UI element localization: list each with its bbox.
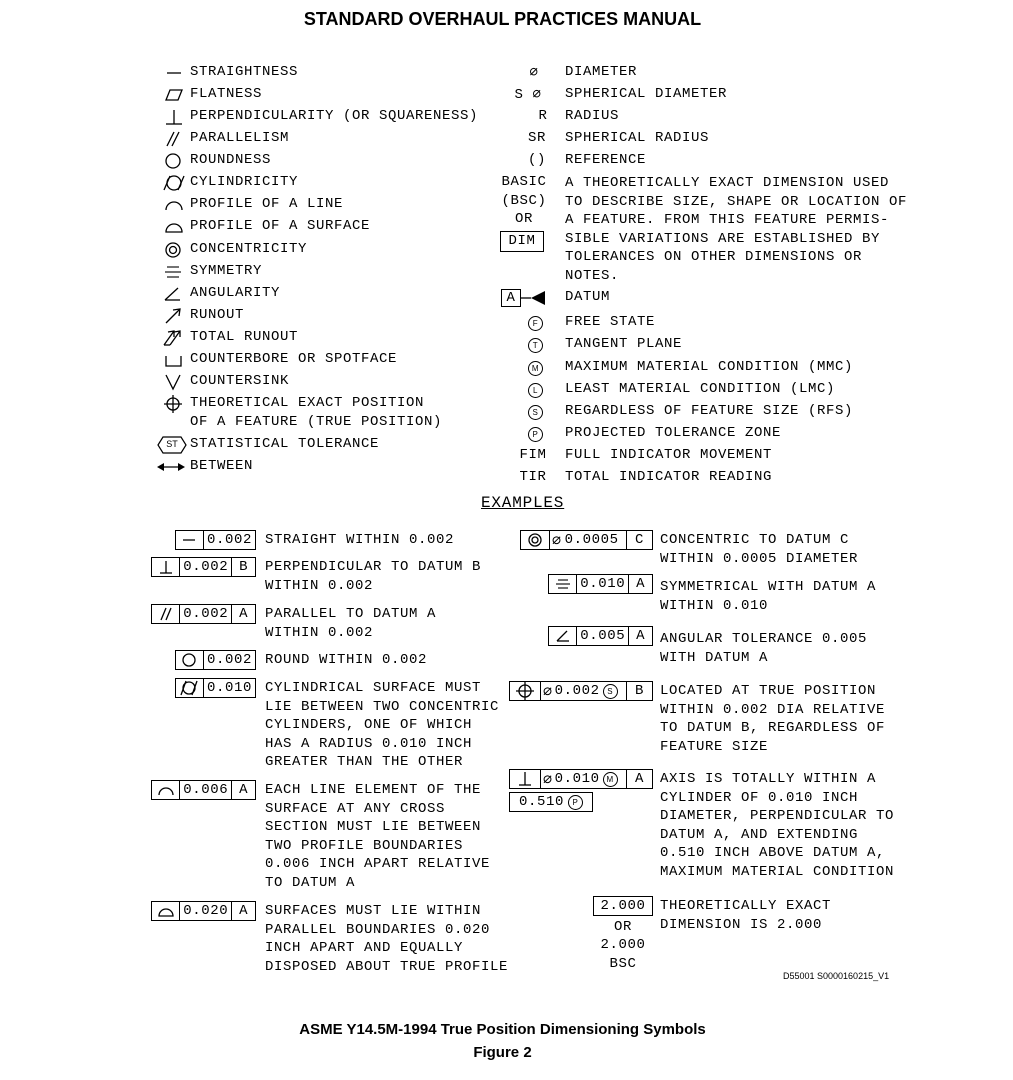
fcf-position — [509, 681, 653, 701]
true-position-icon — [162, 395, 190, 413]
tolerance-value: 0.002 — [554, 683, 600, 699]
datum-ref: A — [628, 575, 652, 593]
desc-line: WITHIN 0.002 — [265, 624, 374, 641]
symbol-label-counterbore: COUNTERBORE OR SPOTFACE — [190, 351, 398, 367]
fcf-parallel — [151, 604, 256, 624]
perpendicularity-icon — [162, 108, 190, 126]
roundness-icon — [176, 651, 203, 669]
concentricity-icon — [521, 531, 549, 549]
free-state-label: FREE STATE — [565, 314, 656, 330]
tangent-plane-icon-letter: T — [528, 338, 543, 353]
desc-line: LOCATED AT TRUE POSITION — [660, 683, 877, 699]
true-position-icon — [510, 682, 540, 700]
projected-modifier-icon: P — [568, 795, 583, 810]
tolerance-value: 0.0005 — [564, 532, 619, 548]
symbol-label-countersink: COUNTERSINK — [190, 373, 290, 389]
mmc-modifier-icon: M — [603, 772, 618, 787]
example-desc-profile-line — [265, 781, 490, 892]
example-desc-concentric — [660, 531, 858, 568]
dim-box: DIM — [500, 231, 544, 252]
basic-desc-line: SIBLE VARIATIONS ARE ESTABLISHED BY — [565, 230, 881, 247]
desc-line: CYLINDRICAL SURFACE MUST — [265, 680, 482, 696]
symbol-label-parallelism: PARALLELISM — [190, 130, 290, 146]
example-desc-symmetrical — [660, 578, 876, 615]
desc-line: 0.006 INCH APART RELATIVE — [265, 856, 491, 872]
symbol-label-straightness: STRAIGHTNESS — [190, 64, 299, 80]
desc-line: CYLINDER OF 0.010 INCH — [660, 789, 859, 806]
desc-line: DIMENSION IS 2.000 — [660, 916, 823, 933]
datum-ref: A — [231, 781, 255, 799]
example-desc-straight — [265, 531, 454, 550]
tolerance-value: 0.005 — [576, 627, 628, 645]
projected-zone-label: PROJECTED TOLERANCE ZONE — [565, 425, 782, 441]
fcf-perpendicular — [151, 557, 256, 577]
reference-label: REFERENCE — [565, 152, 647, 168]
desc-line: EACH LINE ELEMENT OF THE — [265, 782, 482, 798]
tolerance-cell — [540, 770, 626, 788]
fim-label: FULL INDICATOR MOVEMENT — [565, 447, 773, 463]
spherical-diameter-label: SPHERICAL DIAMETER — [565, 86, 728, 102]
desc-line: PARALLEL TO DATUM A — [265, 606, 437, 622]
fcf-concentric — [520, 530, 653, 550]
diameter-icon: ∅ — [552, 532, 562, 550]
rfs-icon — [528, 404, 543, 420]
tolerance-cell — [549, 531, 626, 549]
desc-line: SECTION MUST LIE BETWEEN — [265, 819, 482, 835]
radius-symbol: R — [538, 108, 548, 124]
spherical-radius-symbol: SR — [527, 130, 546, 146]
desc-line: HAS A RADIUS 0.010 INCH — [265, 735, 473, 752]
fcf-cylindrical — [175, 678, 256, 698]
lmc-icon — [528, 382, 543, 398]
parallelism-icon — [152, 605, 179, 623]
basic-desc-line: TOLERANCES ON OTHER DIMENSIONS OR — [565, 249, 863, 265]
concentricity-icon — [162, 241, 190, 259]
statistical-tolerance-icon — [157, 436, 187, 454]
radius-label: RADIUS — [565, 108, 620, 124]
tolerance-cell — [540, 682, 626, 700]
statistical-tolerance-icon-text: ST — [166, 439, 178, 449]
desc-line: WITHIN 0.0005 DIAMETER — [660, 550, 859, 567]
tolerance-value: 0.002 — [179, 605, 231, 623]
diameter-icon: ∅ — [543, 771, 553, 789]
tolerance-value: 0.010 — [554, 771, 600, 787]
flatness-icon — [162, 86, 190, 104]
basic-desc-line: NOTES. — [565, 267, 620, 284]
symbol-label-profile-surface: PROFILE OF A SURFACE — [190, 218, 371, 234]
symbol-label-symmetry: SYMMETRY — [190, 263, 263, 279]
desc-line: STRAIGHT WITHIN 0.002 — [265, 532, 455, 548]
figure-code: D55001 S0000160215_V1 — [783, 971, 890, 981]
tolerance-value: 0.002 — [203, 651, 255, 669]
bsc-symbol: (BSC) — [501, 193, 547, 209]
free-state-icon-letter: F — [528, 316, 543, 331]
fcf-projected-zone — [509, 792, 593, 812]
rfs-modifier-icon: S — [603, 684, 618, 699]
mmc-icon — [528, 360, 543, 376]
datum-ref: A — [626, 770, 652, 788]
basic-symbol: BASIC — [501, 174, 547, 190]
example-desc-parallel — [265, 605, 436, 642]
angularity-icon — [549, 627, 576, 645]
page-title: STANDARD OVERHAUL PRACTICES MANUAL — [303, 9, 702, 29]
spherical-radius-label: SPHERICAL RADIUS — [565, 130, 710, 146]
desc-line: DATUM A, AND EXTENDING — [660, 826, 859, 843]
mmc-label: MAXIMUM MATERIAL CONDITION (MMC) — [565, 359, 854, 375]
desc-line: DISPOSED ABOUT TRUE PROFILE — [265, 958, 509, 975]
desc-line: ROUND WITHIN 0.002 — [265, 652, 428, 668]
desc-line: 0.510 INCH ABOVE DATUM A, — [660, 845, 886, 861]
basic-desc-line: A THEORETICALLY EXACT DIMENSION USED — [565, 175, 890, 191]
tolerance-value: 0.010 — [203, 679, 255, 697]
basic-or-text: OR — [514, 211, 533, 227]
example-desc-angular — [660, 630, 867, 667]
profile-surface-icon — [162, 218, 190, 236]
example-desc-position — [660, 682, 885, 756]
desc-line: INCH APART AND EQUALLY — [265, 940, 464, 956]
counterbore-icon — [162, 351, 190, 369]
tolerance-value: 0.020 — [179, 902, 231, 920]
figure-number: Figure 2 — [473, 1044, 532, 1061]
diameter-icon: ∅ — [543, 683, 553, 701]
figure-caption: ASME Y14.5M-1994 True Position Dimensioning Symbols — [299, 1021, 706, 1038]
desc-line: SURFACE AT ANY CROSS — [265, 800, 446, 817]
roundness-icon — [162, 152, 190, 170]
symbol-label-true-position-1: THEORETICAL EXACT POSITION — [190, 395, 425, 411]
desc-line: PARALLEL BOUNDARIES 0.020 — [265, 921, 491, 938]
symbol-label-between: BETWEEN — [190, 458, 254, 474]
runout-icon — [162, 307, 190, 325]
projected-cell — [510, 793, 592, 811]
symbol-label-total-runout: TOTAL RUNOUT — [190, 329, 299, 345]
tir-label: TOTAL INDICATOR READING — [565, 469, 773, 485]
between-icon — [156, 458, 188, 476]
lmc-icon-letter: L — [528, 383, 543, 398]
profile-line-icon — [152, 781, 179, 799]
spherical-diameter-symbol: S ∅ — [514, 87, 542, 103]
fcf-profile-surface — [151, 901, 256, 921]
example-desc-profile-surface — [265, 902, 508, 976]
basic-desc-line: TO DESCRIBE SIZE, SHAPE OR LOCATION OF — [565, 193, 908, 210]
desc-line: CONCENTRIC TO DATUM C — [660, 532, 850, 548]
desc-line: AXIS IS TOTALLY WITHIN A — [660, 771, 877, 787]
diameter-label: DIAMETER — [565, 64, 638, 80]
angularity-icon — [162, 285, 190, 303]
fcf-angular — [548, 626, 653, 646]
fcf-straight — [175, 530, 256, 550]
desc-line: GREATER THAN THE OTHER — [265, 754, 464, 770]
desc-line: SURFACES MUST LIE WITHIN — [265, 903, 482, 919]
symmetry-icon — [162, 263, 190, 281]
rfs-icon-letter: S — [528, 405, 543, 420]
datum-ref: C — [626, 531, 652, 549]
datum-triangle-icon — [521, 289, 549, 312]
desc-line: THEORETICALLY EXACT — [660, 898, 832, 914]
projected-value: 0.510 — [518, 794, 564, 810]
desc-line: CYLINDERS, ONE OF WHICH — [265, 717, 473, 733]
tangent-plane-label: TANGENT PLANE — [565, 336, 683, 352]
cylindricity-icon — [162, 174, 190, 192]
datum-box: A — [501, 289, 521, 307]
tolerance-value: 0.002 — [179, 558, 231, 576]
desc-line: WITHIN 0.002 DIA RELATIVE — [660, 701, 886, 718]
example-desc-perpendicular — [265, 558, 481, 595]
fim-symbol: FIM — [519, 447, 547, 463]
desc-line: LIE BETWEEN TWO CONCENTRIC — [265, 698, 500, 715]
parallelism-icon — [162, 130, 190, 148]
symbol-label-perpendicularity: PERPENDICULARITY (OR SQUARENESS) — [190, 108, 479, 124]
example-desc-basic — [660, 897, 831, 934]
basic-or-text: OR — [613, 919, 632, 935]
symbol-label-angularity: ANGULARITY — [190, 285, 281, 301]
basic-desc-line: A FEATURE. FROM THIS FEATURE PERMIS- — [565, 212, 890, 228]
desc-line: TWO PROFILE BOUNDARIES — [265, 837, 464, 854]
basic-dimension-box: 2.000 — [593, 896, 653, 916]
datum-ref: B — [626, 682, 652, 700]
tolerance-value: 0.010 — [576, 575, 628, 593]
symbol-label-concentricity: CONCENTRICITY — [190, 241, 308, 257]
datum-ref: A — [231, 902, 255, 920]
desc-line: DIAMETER, PERPENDICULAR TO — [660, 808, 895, 824]
projected-zone-icon-letter: P — [528, 427, 543, 442]
rfs-label: REGARDLESS OF FEATURE SIZE (RFS) — [565, 403, 854, 419]
free-state-icon — [528, 315, 543, 331]
datum-ref: B — [231, 558, 255, 576]
profile-line-icon — [162, 196, 190, 214]
symbol-label-true-position-2: OF A FEATURE (TRUE POSITION) — [190, 414, 443, 430]
tolerance-value: 0.006 — [179, 781, 231, 799]
fcf-round — [175, 650, 256, 670]
desc-line: PERPENDICULAR TO DATUM B — [265, 559, 482, 575]
cylindricity-icon — [176, 679, 203, 697]
basic-description — [565, 174, 907, 285]
desc-line: TO DATUM A — [265, 874, 356, 891]
symbol-label-runout: RUNOUT — [190, 307, 245, 323]
desc-line: WITHIN 0.010 — [660, 597, 769, 614]
bsc-text: BSC — [609, 956, 637, 972]
desc-line: TO DATUM B, REGARDLESS OF — [660, 720, 886, 736]
profile-surface-icon — [152, 902, 179, 920]
total-runout-icon — [162, 329, 190, 347]
tangent-plane-icon — [528, 337, 543, 353]
examples-heading: EXAMPLES — [481, 494, 565, 512]
diameter-symbol: ∅ — [529, 65, 539, 81]
example-desc-round — [265, 651, 427, 670]
straightness-icon — [162, 64, 190, 82]
symbol-label-flatness: FLATNESS — [190, 86, 263, 102]
fcf-profile-line — [151, 780, 256, 800]
symbol-label-profile-line: PROFILE OF A LINE — [190, 196, 344, 212]
datum-ref: A — [231, 605, 255, 623]
desc-line: WITHIN 0.002 — [265, 577, 374, 594]
projected-zone-icon — [528, 426, 543, 442]
perpendicularity-icon — [510, 770, 540, 788]
straightness-icon — [176, 531, 203, 549]
desc-line: FEATURE SIZE — [660, 738, 769, 755]
symbol-label-cylindricity: CYLINDRICITY — [190, 174, 299, 190]
countersink-icon — [162, 373, 190, 391]
desc-line: MAXIMUM MATERIAL CONDITION — [660, 863, 895, 880]
fcf-symmetrical — [548, 574, 653, 594]
datum-ref: A — [628, 627, 652, 645]
datum-label: DATUM — [565, 289, 611, 305]
desc-line: WITH DATUM A — [660, 649, 769, 666]
example-desc-axis — [660, 770, 894, 881]
fcf-axis — [509, 769, 653, 789]
symbol-label-statistical-tolerance: STATISTICAL TOLERANCE — [190, 436, 380, 452]
desc-line: SYMMETRICAL WITH DATUM A — [660, 579, 877, 595]
basic-value-2: 2.000 — [600, 937, 646, 953]
perpendicularity-icon — [152, 558, 179, 576]
tolerance-value: 0.002 — [203, 531, 255, 549]
example-desc-cylindrical — [265, 679, 499, 772]
lmc-label: LEAST MATERIAL CONDITION (LMC) — [565, 381, 836, 397]
symmetry-icon — [549, 575, 576, 593]
symbol-label-roundness: ROUNDNESS — [190, 152, 272, 168]
tir-symbol: TIR — [519, 469, 547, 485]
desc-line: ANGULAR TOLERANCE 0.005 — [660, 631, 868, 647]
mmc-icon-letter: M — [528, 361, 543, 376]
reference-symbol: () — [527, 152, 546, 168]
